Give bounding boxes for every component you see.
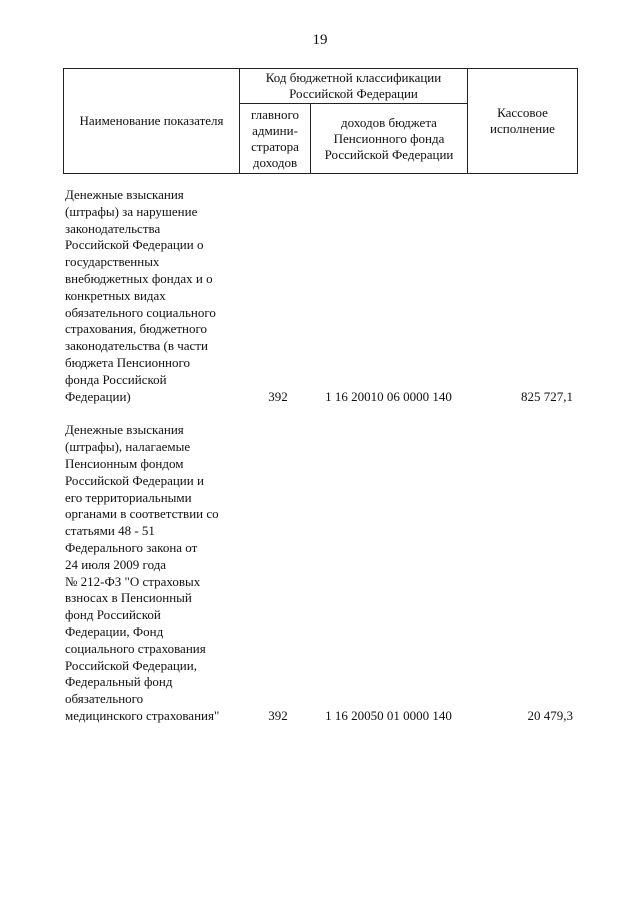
header-pension-fund-revenue: доходов бюджета Пенсионного фонда Российской Федерации <box>311 104 468 174</box>
name-line: обязательного <box>65 691 144 707</box>
row-revenue-code: 1 16 20010 06 0000 140 <box>325 388 452 404</box>
name-line: Денежные взыскания <box>65 187 184 202</box>
name-line: Федерации, Фонд <box>65 623 164 639</box>
header-main-administrator: главного админи-стратора доходов <box>240 104 311 174</box>
header-indicator-name: Наименование показателя <box>64 69 240 174</box>
table-row <box>63 187 577 405</box>
name-line: Федеральный фонд <box>65 674 173 690</box>
name-line: 24 июля 2009 года <box>65 556 167 572</box>
row-administrator-code: 392 <box>268 388 288 404</box>
name-line: законодательства <box>65 220 161 236</box>
name-line: (штрафы) за нарушение <box>65 203 198 219</box>
name-line: Денежные взыскания <box>65 422 184 438</box>
page-number: 19 <box>312 32 328 48</box>
name-line: социального страхования <box>65 640 206 656</box>
name-line: законодательства (в части <box>65 338 208 354</box>
name-line: фонда Российской <box>65 371 167 387</box>
row-indicator-name <box>63 422 239 724</box>
row-revenue-code: 1 16 20050 01 0000 140 <box>325 707 452 723</box>
name-line: бюджета Пенсионного <box>65 354 190 370</box>
name-line: его территориальными <box>65 489 192 505</box>
name-line: (штрафы), налагаемые <box>65 439 191 455</box>
row-indicator-name <box>63 187 239 405</box>
name-line: Пенсионным фондом <box>65 455 184 471</box>
table-body <box>63 187 577 742</box>
header-cash-execution: Кассовое исполнение <box>468 69 578 174</box>
table-row <box>63 422 577 724</box>
name-line: Российской Федерации и <box>65 472 204 488</box>
name-line: страхования, бюджетного <box>65 321 208 337</box>
budget-table-header <box>63 68 578 174</box>
name-line: фонд Российской <box>65 607 161 623</box>
name-line: взносах в Пенсионный <box>65 590 192 606</box>
name-line: Российской Федерации, <box>65 657 197 673</box>
name-line: статьями 48 - 51 <box>65 523 155 539</box>
name-line: № 212-ФЗ "О страховых <box>65 573 201 589</box>
header-classification-code: Код бюджетной классификации Российской Федерации <box>240 69 468 104</box>
name-line: конкретных видах <box>65 287 166 303</box>
name-line: Российской Федерации о <box>65 237 204 253</box>
name-line: органами в соответствии со <box>65 506 219 522</box>
row-cash-execution: 825 727,1 <box>521 388 573 404</box>
row-cash-execution: 20 479,3 <box>527 707 573 723</box>
name-line: медицинского страхования" <box>65 707 220 723</box>
name-line: внебюджетных фондах и о <box>65 270 213 286</box>
row-administrator-code: 392 <box>268 707 288 723</box>
name-line: Федерального закона от <box>65 539 198 555</box>
name-line: обязательного социального <box>65 304 216 320</box>
name-line: Федерации) <box>65 388 131 404</box>
name-line: государственных <box>65 254 160 270</box>
